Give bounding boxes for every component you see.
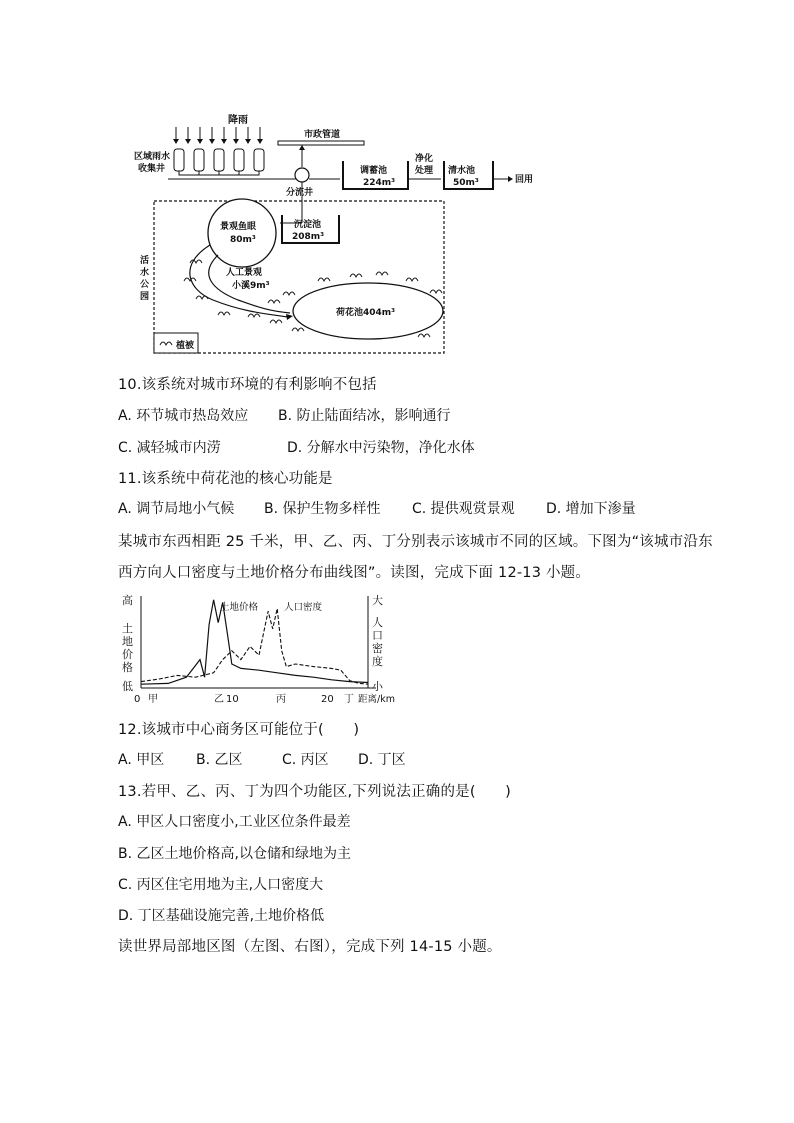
fish-eye-volume: 80m³ [230, 235, 256, 245]
storage-label: 调蓄池 [360, 166, 388, 176]
x-label-jia: 甲 [148, 694, 158, 705]
land-price-series-label: 土地价格 [220, 602, 259, 613]
lotus-label: 荷花池404m³ [336, 308, 396, 318]
q10-option-b: B. 防止陆面结冰，影响通行 [278, 408, 451, 424]
q11-option-d: D. 增加下渗量 [546, 501, 636, 517]
right-axis-top: 大 [372, 594, 383, 607]
q11-option-c: C. 提供观赏景观 [412, 501, 515, 517]
right-axis-bottom: 小 [372, 680, 383, 693]
collection-wells [174, 149, 264, 171]
population-density-series-line [141, 609, 368, 685]
settle-volume: 208m³ [292, 232, 325, 242]
q12-option-b: B. 乙区 [196, 752, 243, 768]
svg-text:土: 土 [122, 622, 133, 635]
stream-volume: 小溪9m³ [232, 281, 270, 291]
clear-pool-volume: 50m³ [453, 178, 479, 188]
q12-option-c: C. 丙区 [282, 752, 329, 768]
diversion-well-label: 分流井 [286, 188, 314, 198]
q10-option-a: A. 环节城市热岛效应 [118, 408, 249, 424]
q13-stem: 13.若甲、乙、丙、丁为四个功能区,下列说法正确的是( ) [118, 784, 511, 800]
left-axis-top: 高 [122, 594, 133, 607]
legend-label: 植被 [176, 341, 195, 351]
park-label-4: 园 [140, 292, 150, 302]
intro-paragraph-line-2: 西方向人口密度与土地价格分布曲线图”。读图，完成下面 12-13 小题。 [118, 565, 591, 581]
q12-stem: 12.该城市中心商务区可能位于( ) [118, 722, 360, 738]
x-tick-10: 10 [226, 694, 239, 705]
svg-text:人: 人 [372, 616, 383, 629]
park-label-3: 公 [140, 280, 150, 290]
map-intro: 读世界局部地区图（左图、右图），完成下列 14-15 小题。 [118, 939, 502, 955]
municipal-pipe [278, 141, 364, 145]
stream-label: 人工景观 [226, 268, 263, 278]
x-label-bing: 丙 [276, 694, 286, 705]
x-tick-20: 20 [321, 694, 334, 705]
reuse-label: 回用 [515, 175, 534, 185]
purify-label-2: 处理 [415, 166, 434, 176]
svg-text:度: 度 [372, 655, 383, 668]
q13-option-c: C. 丙区住宅用地为主,人口密度大 [118, 877, 324, 893]
left-axis-bottom: 低 [122, 680, 133, 693]
x-label-yi: 乙 [214, 694, 224, 705]
svg-text:价: 价 [122, 648, 133, 661]
q13-option-d: D. 丁区基础设施完善,土地价格低 [118, 908, 325, 924]
municipal-pipe-label: 市政管道 [304, 130, 341, 140]
fish-eye-label: 景观鱼眼 [220, 222, 257, 232]
collect-well-label-2: 收集井 [138, 164, 166, 174]
rain-label: 降雨 [228, 115, 248, 126]
water-system-diagram [118, 105, 558, 357]
left-axis-label [122, 621, 133, 674]
purify-label-1: 净化 [415, 154, 434, 164]
diversion-well [295, 168, 309, 182]
q10-option-d: D. 分解水中污染物，净化水体 [287, 440, 475, 456]
svg-text:口: 口 [372, 629, 383, 642]
svg-text:格: 格 [122, 661, 133, 674]
x-axis-label: 距离/km [358, 694, 395, 705]
q11-option-a: A. 调节局地小气候 [118, 501, 235, 517]
intro-paragraph-line-1: 某城市东西相距 25 千米，甲、乙、丙、丁分别表示该城市不同的区域。下图为“该城市沿东 [118, 534, 713, 550]
x-label-ding: 丁 [344, 694, 354, 705]
clear-pool-label: 清水池 [448, 166, 476, 176]
q11-option-b: B. 保护生物多样性 [264, 501, 381, 517]
right-axis-label [372, 616, 383, 668]
q10-option-c: C. 减轻城市内涝 [118, 440, 221, 456]
storage-volume: 224m³ [363, 178, 396, 188]
park-label-1: 活 [140, 256, 150, 266]
rain-arrows [176, 127, 260, 141]
collect-well-label-1: 区域雨水 [134, 152, 171, 162]
park-label-2: 水 [140, 268, 150, 278]
q12-option-a: A. 甲区 [118, 752, 165, 768]
q12-option-d: D. 丁区 [358, 752, 406, 768]
q10-stem: 10.该系统对城市环境的有利影响不包括 [118, 377, 377, 393]
svg-text:密: 密 [372, 642, 383, 655]
settle-label: 沉淀池 [294, 220, 322, 230]
x-tick-0: 0 [134, 694, 141, 705]
q13-option-a: A. 甲区人口密度小,工业区位条件最差 [118, 814, 351, 830]
q11-stem: 11.该系统中荷花池的核心功能是 [118, 471, 333, 487]
population-series-label: 人口密度 [284, 602, 323, 613]
q13-option-b: B. 乙区土地价格高,以仓储和绿地为主 [118, 846, 351, 862]
svg-text:地: 地 [122, 635, 133, 648]
fish-eye-pool [208, 199, 276, 267]
density-price-chart [118, 590, 395, 710]
